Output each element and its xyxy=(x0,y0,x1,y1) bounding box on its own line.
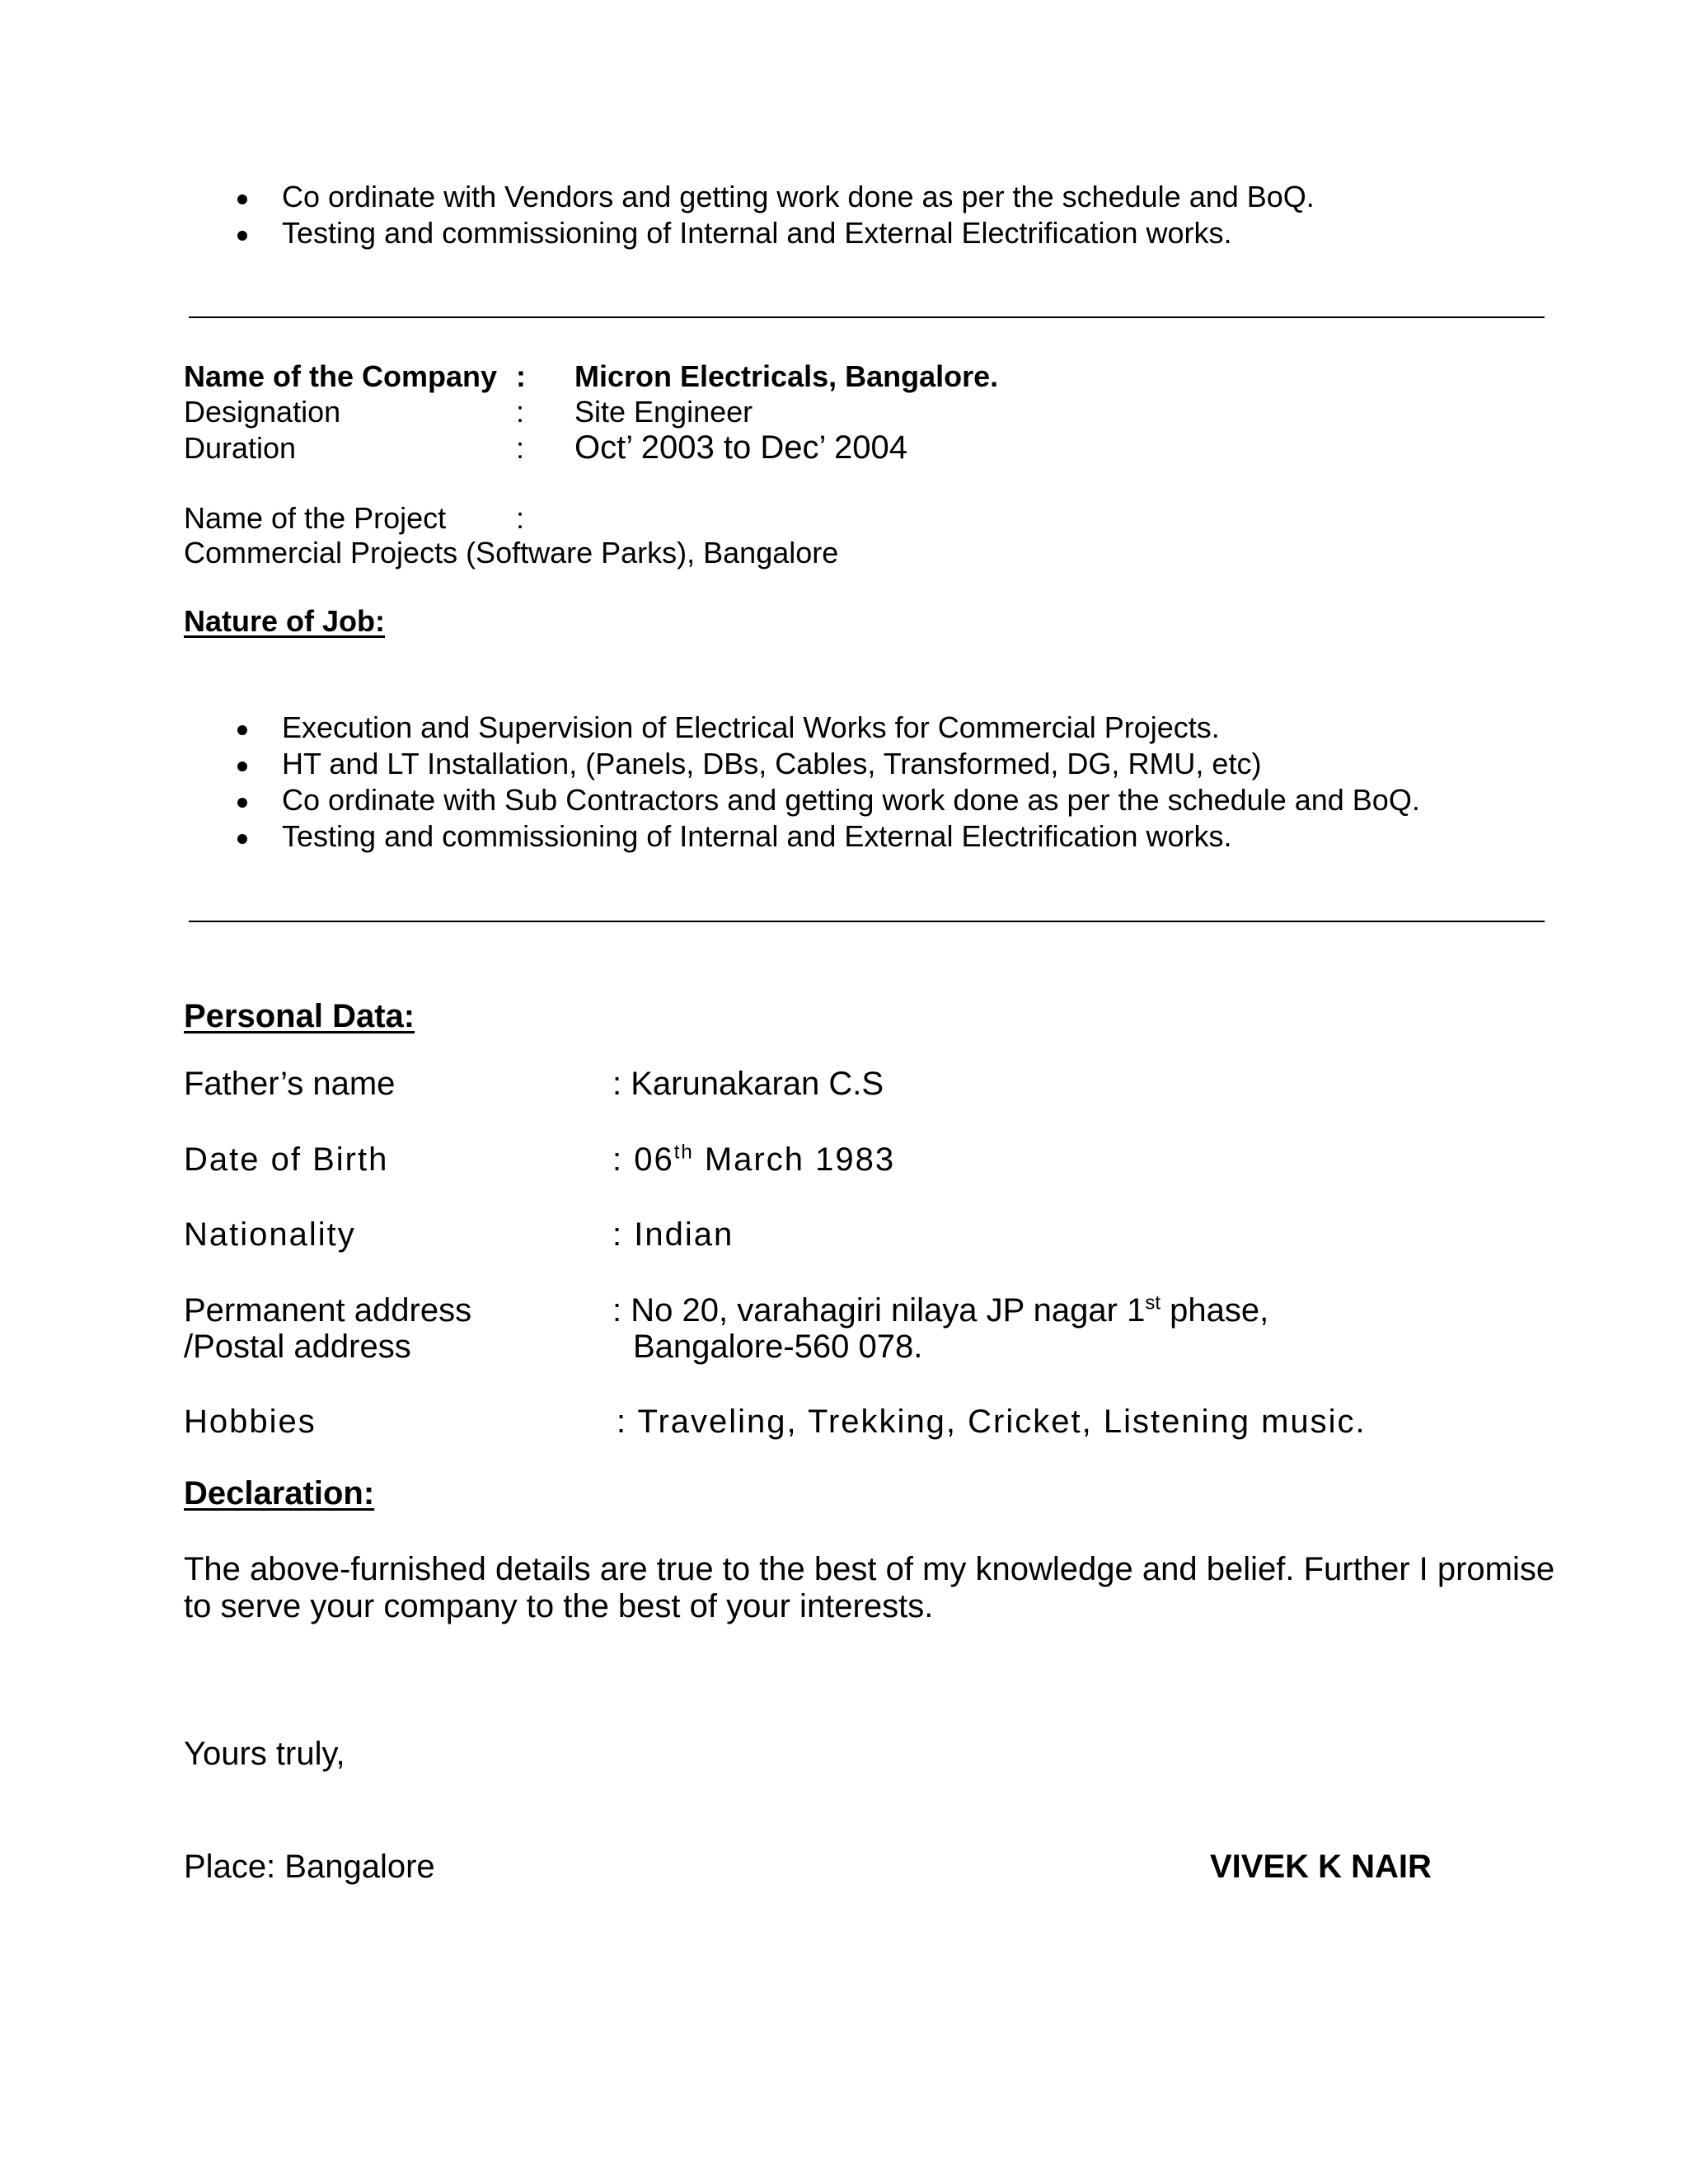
job-bullet-3: Co ordinate with Sub Contractors and getting work done as per the schedule and BoQ. xyxy=(282,783,1420,817)
job-bullet-4: Testing and commissioning of Internal and External Electrification works. xyxy=(282,819,1232,853)
bullet-dot xyxy=(237,834,247,844)
dob-label: Date of Birth xyxy=(184,1141,389,1178)
father-name-value: : Karunakaran C.S xyxy=(612,1066,884,1102)
designation-colon: : xyxy=(516,395,525,429)
project-colon: : xyxy=(516,501,525,535)
personal-data-heading: Personal Data: xyxy=(184,998,415,1034)
bullet-dot xyxy=(237,231,247,241)
address-value-line-1 xyxy=(612,1291,1268,1330)
yours-truly: Yours truly, xyxy=(184,1736,345,1772)
duration-label: Duration xyxy=(184,431,297,465)
section-divider xyxy=(189,921,1545,922)
address-label-1: Permanent address xyxy=(184,1292,472,1329)
project-label: Name of the Project xyxy=(184,501,447,535)
bullet-dot xyxy=(237,725,247,735)
project-value: Commercial Projects (Software Parks), Bangalore xyxy=(184,536,839,569)
top-bullet-2: Testing and commissioning of Internal and External Electrification works. xyxy=(282,216,1232,250)
nature-of-job-heading: Nature of Job: xyxy=(184,604,386,638)
section-divider xyxy=(189,316,1545,318)
nationality-label: Nationality xyxy=(184,1216,356,1253)
bullet-dot xyxy=(237,194,247,204)
signature-name: VIVEK K NAIR xyxy=(1210,1849,1432,1885)
address-value-line-2: Bangalore-560 078. xyxy=(633,1329,923,1365)
duration-colon: : xyxy=(516,431,525,465)
bullet-dot xyxy=(237,762,247,771)
declaration-line-1: The above-furnished details are true to the best of my knowledge and belief. Further I promise xyxy=(184,1551,1555,1587)
bullet-dot xyxy=(237,798,247,808)
hobbies-value: : Traveling, Trekking, Cricket, Listening music. xyxy=(617,1404,1367,1440)
address-suffix: phase, xyxy=(1160,1292,1269,1329)
job-bullet-1: Execution and Supervision of Electrical Works for Commercial Projects. xyxy=(282,710,1220,744)
place: Place: Bangalore xyxy=(184,1849,435,1885)
company-name-colon: : xyxy=(516,359,526,393)
dob-prefix: : 06 xyxy=(612,1141,674,1178)
declaration-heading: Declaration: xyxy=(184,1475,375,1511)
company-name-value: Micron Electricals, Bangalore. xyxy=(574,359,999,393)
nationality-value: : Indian xyxy=(612,1216,734,1253)
designation-value: Site Engineer xyxy=(574,395,753,429)
dob-superscript: th xyxy=(673,1141,694,1164)
dob-suffix: March 1983 xyxy=(693,1141,896,1178)
father-name-label: Father’s name xyxy=(184,1066,396,1102)
job-bullet-2: HT and LT Installation, (Panels, DBs, Cables, Transformed, DG, RMU, etc) xyxy=(282,747,1262,780)
address-prefix: : No 20, varahagiri nilaya JP nagar 1 xyxy=(612,1292,1146,1329)
dob-value xyxy=(612,1140,895,1179)
address-label-2: /Postal address xyxy=(184,1329,411,1365)
company-name-label: Name of the Company xyxy=(184,359,498,393)
top-bullet-1: Co ordinate with Vendors and getting work done as per the schedule and BoQ. xyxy=(282,180,1315,213)
hobbies-label: Hobbies xyxy=(184,1404,316,1440)
declaration-line-2: to serve your company to the best of your interests. xyxy=(184,1588,934,1624)
duration-value: Oct’ 2003 to Dec’ 2004 xyxy=(574,429,907,466)
designation-label: Designation xyxy=(184,395,341,429)
address-superscript: st xyxy=(1145,1291,1160,1315)
